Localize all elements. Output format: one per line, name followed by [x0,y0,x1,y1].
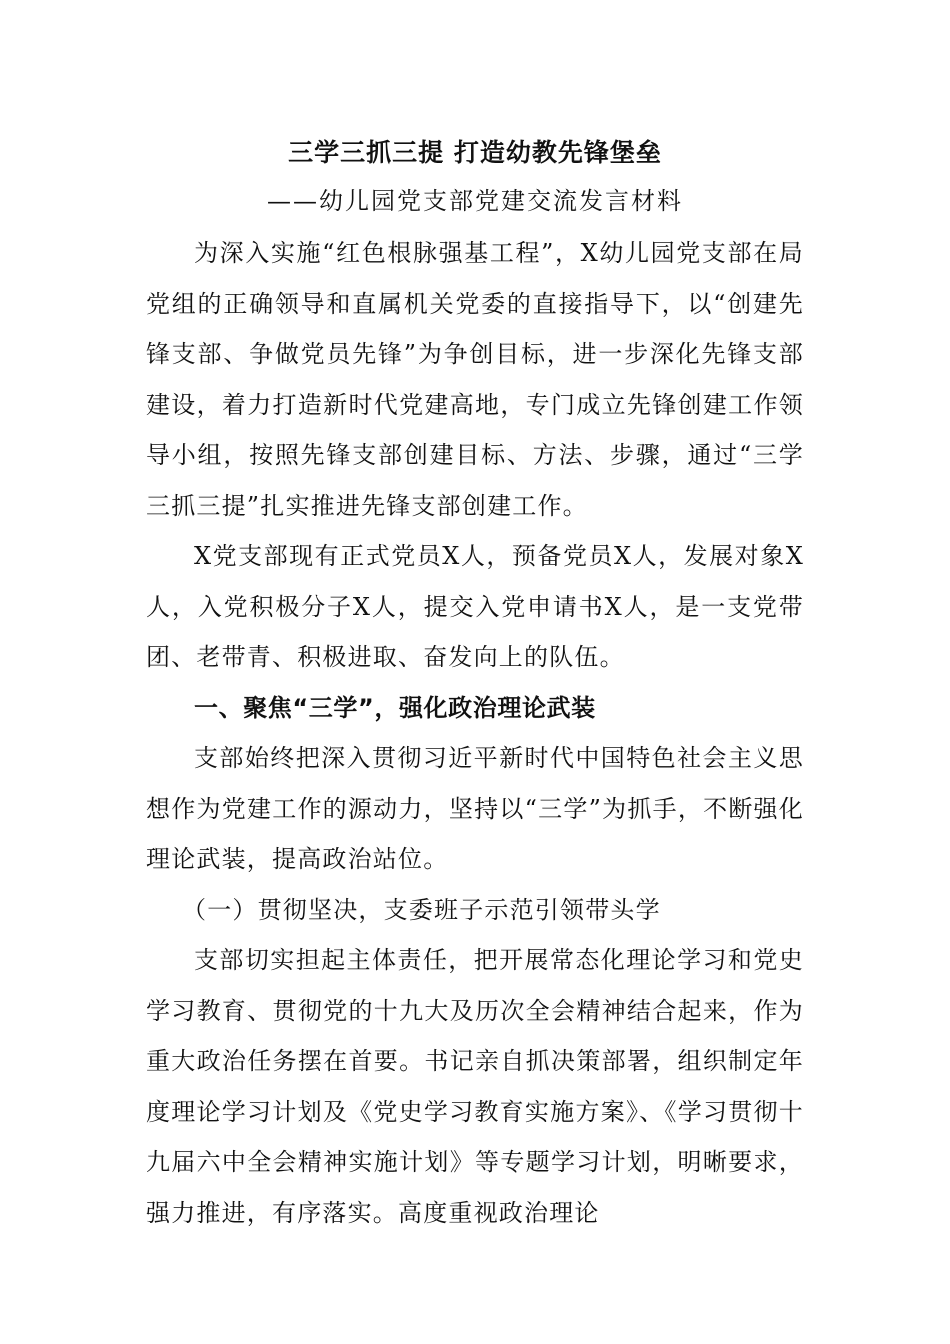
document-title: 三学三抓三提 打造幼教先锋堡垒 [288,138,662,167]
paragraph-members: X党支部现有正式党员X人，预备党员X人，发展对象X人，入党积极分子X人，提交入党申请书X人，是一支党带团、老带青、积极进取、奋发向上的队伍。 [146,542,804,671]
document-subtitle: ——幼儿园党支部党建交流发言材料 [267,187,683,215]
paragraph-subsection-1: 支部切实担起主体责任，把开展常态化理论学习和党史学习教育、贯彻党的十九大及历次全会精神结合起来，作为重大政治任务摆在首要。书记亲自抓决策部署，组织制定年度理论学习计划及《党史学习教育实施方案》、《学习贯彻十九届六中全会精神实施计划》等专题学习计划，明晰要求，强力推进，有序落实。高度重视政治理论 [146,946,804,1227]
paragraph-intro: 为深入实施“红色根脉强基工程”，X幼儿园党支部在局党组的正确领导和直属机关党委的直接指导下，以“创建先锋支部、争做党员先锋”为争创目标，进一步深化先锋支部建设，着力打造新时代党建高地，专门成立先锋创建工作领导小组，按照先锋支部创建目标、方法、步骤，通过“三学三抓三提”扎实推进先锋支部创建工作。 [146,239,804,520]
document-body [146,228,804,1238]
subsection-heading-1: （一）贯彻坚决，支委班子示范引领带头学 [182,895,661,924]
section-heading-1: 一、聚焦“三学”，强化政治理论武装 [194,693,596,722]
paragraph-section-1: 支部始终把深入贯彻习近平新时代中国特色社会主义思想作为党建工作的源动力，坚持以“三学”为抓手，不断强化理论武装，提高政治站位。 [146,744,804,873]
